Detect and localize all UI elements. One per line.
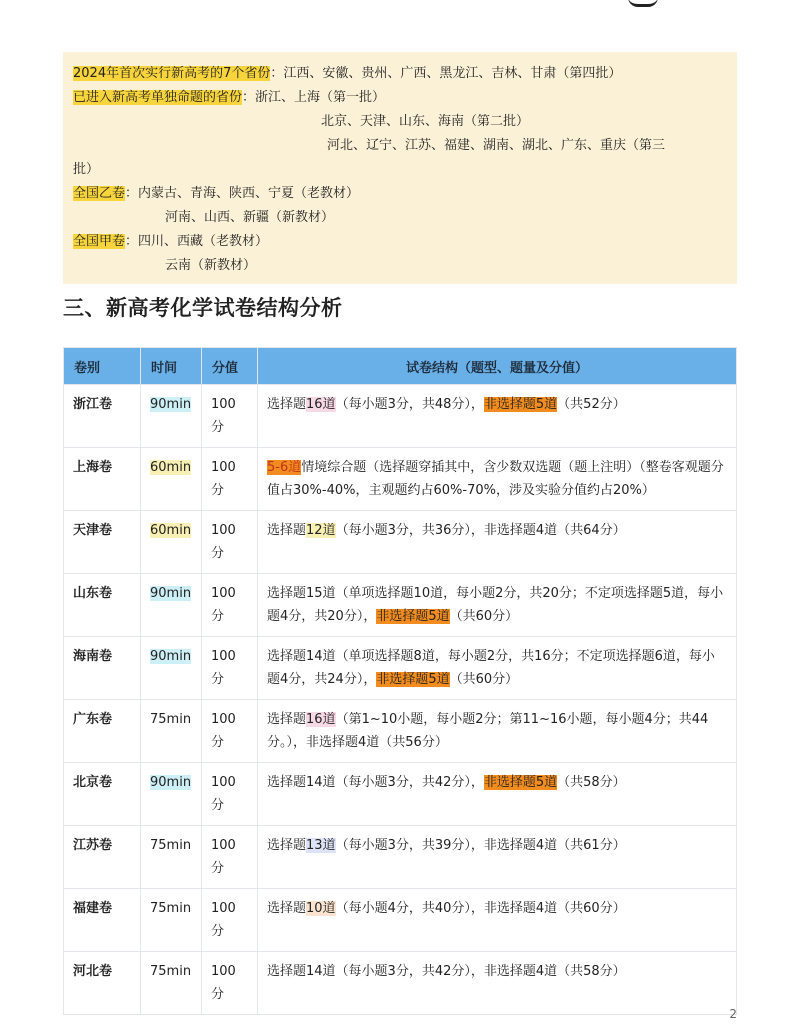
- info-line: [73, 182, 727, 206]
- table-header-row: [64, 348, 737, 385]
- exam-time: 75min: [141, 952, 202, 1015]
- info-text: ：江西、安徽、贵州、广西、黑龙江、吉林、甘肃（第四批）: [270, 66, 622, 81]
- exam-score: 100分: [202, 385, 258, 448]
- exam-score: 100分: [202, 700, 258, 763]
- info-line: 河南、山西、新疆（新教材）: [165, 210, 335, 225]
- structure-text: （每小题3分，共39分），非选择题4道（共61分）: [335, 838, 626, 853]
- province-info-box: [63, 52, 737, 284]
- info-line: 云南（新教材）: [165, 258, 257, 273]
- structure-highlight: 10道: [306, 901, 336, 916]
- column-header: 时间: [141, 348, 202, 385]
- structure-text: （每小题4分，共40分），非选择题4道（共60分）: [335, 901, 626, 916]
- first-year-label: 2024年首次实行新高考的7个省份: [73, 66, 271, 81]
- table-row: [64, 637, 737, 700]
- exam-score: 100分: [202, 511, 258, 574]
- structure-text: （每小题3分，共36分），非选择题4道（共64分）: [335, 523, 626, 538]
- structure-text: 选择题15道（单项选择题10道，每小题2分，共20分；不定项选择题5道，每小题4分，共20分），: [267, 586, 724, 624]
- exam-structure: [258, 385, 737, 448]
- exam-score: 100分: [202, 637, 258, 700]
- table-row: [64, 952, 737, 1015]
- structure-text: 选择题: [267, 712, 307, 727]
- info-line: 河北、辽宁、江苏、福建、湖南、湖北、广东、重庆（第三: [327, 138, 666, 153]
- structure-text: （共52分）: [557, 397, 626, 412]
- table-row: [64, 574, 737, 637]
- table-row: [64, 385, 737, 448]
- structure-highlight: 16道: [306, 397, 336, 412]
- exam-name: 上海卷: [64, 448, 141, 511]
- exam-structure: [258, 700, 737, 763]
- column-header: 卷别: [64, 348, 141, 385]
- table-row: [64, 826, 737, 889]
- info-line: [73, 230, 727, 254]
- info-line: 批）: [73, 162, 100, 177]
- exam-structure: [258, 511, 737, 574]
- time-value: 90min: [150, 586, 192, 601]
- structure-text: （第1~10小题，每小题2分；第11~16小题，每小题4分；共44分。），非选择题4道（共56分）: [267, 712, 709, 750]
- structure-highlight: 12道: [306, 523, 336, 538]
- exam-time: [141, 511, 202, 574]
- structure-text: 选择题: [267, 901, 307, 916]
- time-value: 60min: [150, 523, 192, 538]
- time-value: 90min: [150, 649, 192, 664]
- exam-score: 100分: [202, 952, 258, 1015]
- exam-structure: [258, 637, 737, 700]
- exam-name: 山东卷: [64, 574, 141, 637]
- exam-score: 100分: [202, 574, 258, 637]
- national-a-label: 全国甲卷: [73, 234, 126, 249]
- exam-score: 100分: [202, 763, 258, 826]
- structure-text: （每小题3分，共48分），: [335, 397, 484, 412]
- structure-highlight: 非选择题5道: [376, 609, 450, 624]
- structure-text: 选择题14道（每小题3分，共42分），: [267, 775, 484, 790]
- exam-time: [141, 574, 202, 637]
- exam-name: 北京卷: [64, 763, 141, 826]
- exam-time: [141, 385, 202, 448]
- exam-time: 75min: [141, 889, 202, 952]
- exam-time: [141, 448, 202, 511]
- info-text: ：浙江、上海（第一批）: [242, 90, 386, 105]
- exam-structure: [258, 889, 737, 952]
- exam-time: [141, 763, 202, 826]
- exam-structure-table: [63, 347, 737, 1015]
- table-row: [64, 700, 737, 763]
- structure-highlight: 非选择题5道: [376, 672, 450, 687]
- exam-structure: [258, 448, 737, 511]
- table-row: [64, 511, 737, 574]
- table-row: [64, 763, 737, 826]
- structure-text: 选择题: [267, 397, 307, 412]
- time-value: 60min: [150, 460, 192, 475]
- exam-name: 海南卷: [64, 637, 141, 700]
- structure-highlight: 非选择题5道: [483, 775, 558, 790]
- structure-highlight: 16道: [306, 712, 336, 727]
- info-line: 北京、天津、山东、海南（第二批）: [321, 114, 530, 129]
- exam-name: 江苏卷: [64, 826, 141, 889]
- exam-name: 广东卷: [64, 700, 141, 763]
- time-value: 90min: [150, 775, 192, 790]
- structure-text: 选择题: [267, 838, 307, 853]
- exam-score: 100分: [202, 448, 258, 511]
- column-header: 分值: [202, 348, 258, 385]
- page-number: 2: [729, 1007, 737, 1021]
- column-header: 试卷结构（题型、题量及分值）: [258, 348, 737, 385]
- info-text: ：内蒙古、青海、陕西、宁夏（老教材）: [125, 186, 360, 201]
- exam-structure: [258, 763, 737, 826]
- time-value: 90min: [150, 397, 192, 412]
- exam-score: 100分: [202, 826, 258, 889]
- exam-time: 75min: [141, 826, 202, 889]
- info-line: [73, 86, 727, 110]
- structure-text: （共58分）: [557, 775, 626, 790]
- structure-text: 选择题14道（单项选择题8道，每小题2分，共16分；不定项选择题6道，每小题4分，共24分），: [267, 649, 715, 687]
- national-b-label: 全国乙卷: [73, 186, 126, 201]
- table-row: [64, 889, 737, 952]
- structure-text: （共60分）: [449, 609, 519, 624]
- structure-highlight: 13道: [306, 838, 336, 853]
- table-row: [64, 448, 737, 511]
- structure-highlight: 5-6道: [267, 460, 302, 475]
- exam-name: 浙江卷: [64, 385, 141, 448]
- exam-name: 天津卷: [64, 511, 141, 574]
- section-title: 三、新高考化学试卷结构分析: [63, 296, 343, 320]
- info-line: [73, 62, 727, 86]
- page-top-mark: [628, 0, 658, 7]
- exam-time: [141, 637, 202, 700]
- info-text: ：四川、西藏（老教材）: [125, 234, 269, 249]
- exam-structure: [258, 826, 737, 889]
- exam-score: 100分: [202, 889, 258, 952]
- independent-label: 已进入新高考单独命题的省份: [73, 90, 243, 105]
- exam-structure: 选择题14道（每小题3分，共42分），非选择题4道（共58分）: [258, 952, 737, 1015]
- exam-name: 福建卷: [64, 889, 141, 952]
- structure-text: 情境综合题（选择题穿插其中，含少数双选题（题上注明）（整卷客观题分值占30%-40%，主观题约占60%-70%，涉及实验分值约占20%）: [267, 460, 724, 498]
- structure-highlight: 非选择题5道: [483, 397, 558, 412]
- structure-text: 选择题: [267, 523, 307, 538]
- exam-time: 75min: [141, 700, 202, 763]
- structure-text: （共60分）: [449, 672, 519, 687]
- exam-structure: [258, 574, 737, 637]
- exam-name: 河北卷: [64, 952, 141, 1015]
